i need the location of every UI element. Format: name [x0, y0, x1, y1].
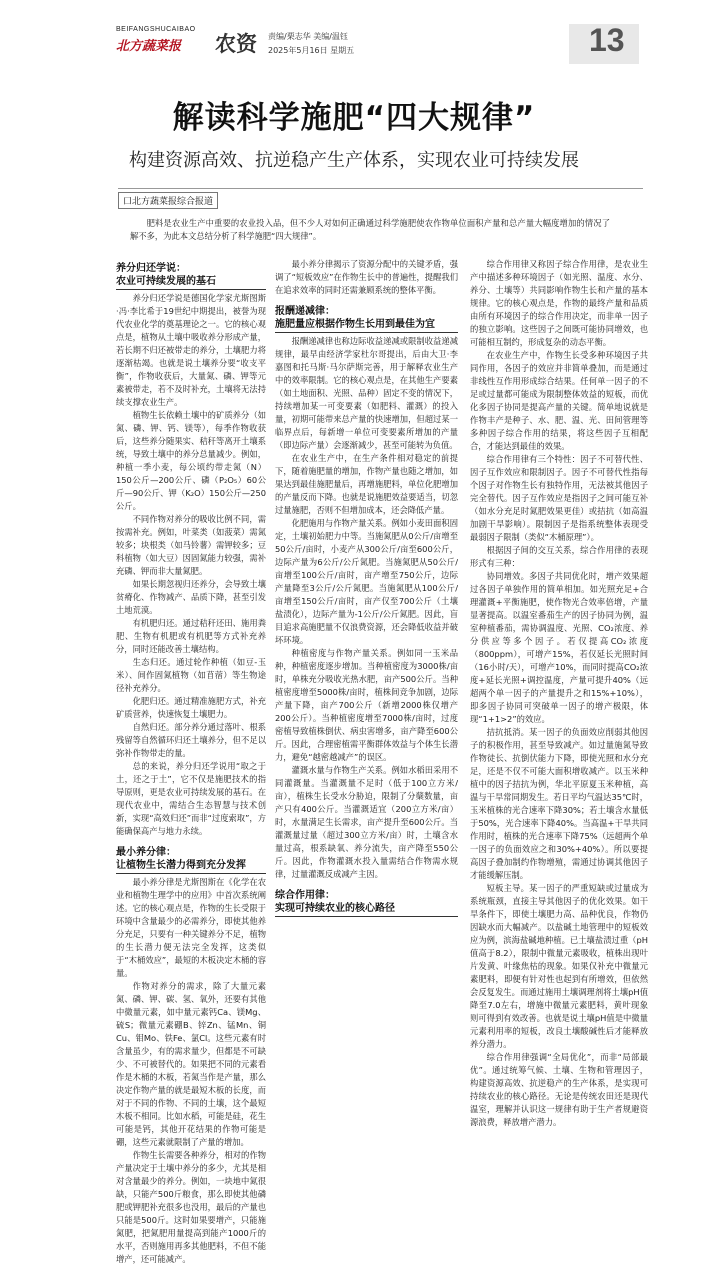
section-title-line2: 实现可持续农业的核心路径: [275, 902, 458, 917]
section-title-line1: 养分归还学说：: [116, 263, 186, 274]
column-3: [470, 258, 648, 1127]
paragraph: 不同作物对养分的吸收比例不同，需按需补充。例如，叶菜类（如菠菜）需氮较多；块根类（如马铃薯）需钾较多；豆科植物（如大豆）因固氮能力较强，需补充磷、钾而非大量氮肥。: [116, 514, 266, 576]
paragraph: 协同增效。多因子共同优化时，增产效果超过各因子单独作用的简单相加。如光照充足+合理灌溉+平衡施肥，使作物光合效率倍增，产量显著提高。以温室番茄生产的因子协同为例，温室种植番茄，需协调温度、光照、CO₂浓度、养分供应等多个因子。若仅提高CO₂浓度（800ppm），可增产15%，若仅延长光照时间（16小时/天），可增产10%，而同时提高CO₂浓度+延长光照+调控温度，产量可提升40%（远超两个单一因子的产量提升之和15%+10%），即多因子协同可突破单一因子的增产极限，体现“1+1>2”的效应。: [470, 571, 648, 724]
section-title-line1: 综合作用律：: [275, 890, 335, 901]
section-title-line2: 农业可持续发展的基石: [116, 275, 266, 290]
paragraph: 综合作用律强调“全局优化”，而非“局部最优”。通过统筹气候、土壤、生物和管理因子，构建资源高效、抗逆稳产的生产体系，是实现可持续农业的核心路径。无论是传统农田还是现代温室，理解并认识这一规律有助于生产者规避资源浪费，释放增产潜力。: [470, 1052, 648, 1127]
column-2: [275, 258, 458, 1058]
section-title-line2: 施肥量应根据作物生长用到最佳为宜: [275, 318, 458, 333]
paragraph: 短板主导。某一因子的严重短缺或过量成为系统瓶颈，直接主导其他因子的优化效果。如干旱条件下，即使土壤肥力高、品种优良，作物仍因缺水而大幅减产。以盐碱土地管理中的短板效应为例，滨海盐碱地种植。已土壤盐渍过重（pH值高于8.2），限制中微量元素吸收，植株出现叶片发黄、叶缘焦枯的现象。如果仅补充中微量元素肥料，即便有针对性也起到有所增效，但依然会反复发生。而通过施用土壤调理剂将土壤pH值降至7.0左右，增施中微量元素肥料，黄叶现象则可得到有效改善。也就是说土壤pH值是中微量元素利用率的短板，改良土壤酸碱性后才能释放养分潜力。: [470, 883, 648, 1049]
paragraph: 在农业生产中，在生产条件相对稳定的前提下，随着施肥量的增加，作物产量也随之增加，如果达到最佳施肥量后，再增施肥料，单位化肥增加的产量反而下降。也就是说施肥效益要适当，切忽过量施肥，否则不但增加成本，还会降低产量。: [275, 453, 458, 515]
paragraph: 植物生长依赖土壤中的矿质养分（如氮、磷、钾、钙、镁等），每季作物收获后，这些养分随果实、秸秆等离开土壤系统，导致土壤中的养分总量减少。例如，种植一季小麦，每公顷约带走氮（N）150公斤—200公斤、磷（P₂O₅）60公斤—90公斤、钾（K₂O）150公斤—250公斤。: [116, 410, 266, 511]
paragraph: 根据因子间的交互关系，综合作用律的表现形式有三种：: [470, 545, 648, 568]
section-title: [275, 305, 458, 333]
paragraph: 化肥归还。通过精准施肥方式，补充矿质营养，快速恢复土壤肥力。: [116, 696, 266, 719]
paragraph: 综合作用律有三个特性：因子不可替代性、因子互作效应和限制因子。因子不可替代性指每个因子对作物生长有独特作用，无法被其他因子完全替代。因子互作效应是指因子之间可能互补（如水分充足时氮肥效果更佳）或拮抗（如高温加剧干旱影响）。限制因子是指系统整体表现受最弱因子限制（类似“木桶原理”）。: [470, 454, 648, 542]
paragraph: 生态归还。通过轮作种植（如豆-玉米）、间作固氮植物（如苜蓿）等生物途径补充养分。: [116, 657, 266, 693]
paragraph: 报酬递减律也称边际收益递减或限制收益递减规律，最早由经济学家杜尔哥提出，后由大卫·李嘉图和托马斯·马尔萨斯完善，用于解释农业生产中的效率限制。它的核心观点是，在其他生产要素（如土地面积、光照、品种）固定不变的情况下，持续增加某一可变要素（如肥料、灌溉）的投入量，初期可能带来总产量的快速增加，但超过某一临界点后，每新增一单位可变要素所增加的产量（即边际产量）会逐渐减少，甚至可能转为负值。: [275, 336, 458, 450]
section-title-line1: 最小养分律：: [116, 847, 176, 858]
article-headline: 解读科学施肥“四大规律”: [172, 100, 536, 136]
paragraph: 作物对养分的需求，除了大量元素氮、磷、钾、碳、氢、氧外，还要有其他中微量元素，如中量元素钙Ca、镁Mg、硫S；微量元素硼B、锌Zn、锰Mn、铜Cu、钼Mo、铁Fe、氯Cl。这些元素有时含量虽少，有的需求量少，但都是不可缺少、不可被替代的。如果把不同的元素看作是木桶的木板，若氮当作是产量，那么决定作物产量的就是最短木板的长度，而对于不同的作物、不同的土壤，这个最短木板不相同。比如水稻，可能是硅，花生可能是钙，其他开花结果的作物可能是硼，这些元素就限制了产量的增加。: [116, 981, 266, 1147]
paragraph: 在农业生产中，作物生长受多种环境因子共同作用，各因子的效应并非简单叠加，而是通过非线性互作用形成综合结果。任何单一因子的不足或过量都可能成为限制整体效益的短板，而优化多因子协同是提高产量的关键。简单地说就是作物丰产是种子、水、肥、温、光、田间管理等多种因子综合作用的结果，将这些因子互相配合，才能达到最佳的效果。: [470, 350, 648, 451]
paragraph: 总的来说，养分归还学说用“取之于土，还之于土”，它不仅是施肥技术的指导原则，更是农业可持续发展的基石。在现代农业中，需结合生态智慧与技术创新，实现“高效归还”而非“过度索取”，方能确保高产与地力永续。: [116, 761, 266, 836]
section-title: [116, 262, 266, 290]
section-title-line1: 报酬递减律：: [275, 306, 335, 317]
editors-credit: 责编/栗志华 美编/温钰: [268, 32, 348, 41]
newspaper-logo: 北方蔬菜报: [116, 39, 182, 54]
paragraph: 灌溉水量与作物生产关系。例如水稻田采用不同灌溉量。当灌溉量不足时（低于100立方米/亩），植株生长受水分胁迫，限制了分蘖数量，亩产只有400公斤。当灌溉适宜（200立方米/亩）时，水量满足生长需求，亩产提升至600公斤。当灌溉量过量（超过300立方米/亩）时，土壤含水量过高，根系缺氧、养分流失，亩产降至550公斤。因此，作物灌溉水投入量需结合作物需水规律，过量灌溉反成减产主因。: [275, 765, 458, 879]
paragraph: 作物生长需要各种养分，相对的作物产量决定于土壤中养分的多少，尤其是相对含量最少的养分。例如，一块地中氮很缺，只能产500斤粮食，那么即使其他磷肥或钾肥补充很多也没用，最后的产量也只能是500斤。这时如果要增产，只能施氮肥，把氮肥用量提高到能产1000斤的水平，否则施用再多其他肥料，不但不能增产，还可能减产。: [116, 1150, 266, 1264]
article-subhead: 构建资源高效、抗逆稳产生产体系，实现农业可持续发展: [129, 150, 579, 171]
paragraph: 化肥施用与作物产量关系。例如小麦田面积固定，土壤初始肥力中等。当施氮肥从0公斤/亩增至50公斤/亩时，小麦产从300公斤/亩至600公斤，边际产量为6公斤/公斤氮肥。当施氮肥从50公斤/亩增至100公斤/亩时，亩产增至750公斤，边际产量降至3公斤/公斤氮肥。当施氮肥从100公斤/亩增至150公斤/亩时，亩产仅至700公斤（土壤盐渍化），边际产量为-1公斤/公斤氮肥。因此，盲目追求高施肥量不仅浪费资源，还会降低收益并破坏环境。: [275, 518, 458, 645]
paragraph: 种植密度与作物产量关系。例如同一玉米品种，种植密度逐步增加。当种植密度为3000株/亩时，单株充分吸收光热水肥，亩产500公斤。当种植密度增至5000株/亩时，植株间竞争加剧，边际产量下降，亩产700公斤（新增2000株仅增产200公斤）。当种植密度增至7000株/亩时，过度密植导致植株倒伏、病虫害增多，亩产降至600公斤。因此，合理密植需平衡群体效益与个体生长潜力，避免“越密越减产”的误区。: [275, 648, 458, 762]
newspaper-pinyin: BEIFANGSHUCAIBAO: [116, 26, 196, 33]
section-name: 农资: [215, 32, 257, 56]
byline: 口北方蔬菜报综合报道: [118, 192, 218, 209]
paragraph: 最小养分律揭示了资源分配中的关键矛盾，强调了“短板效应”在作物生长中的普遍性，提醒我们在追求效率的同时还需兼顾系统的整体平衡。: [275, 259, 458, 295]
paragraph: 最小养分律是尤斯图斯在《化学在农业和植物生理学中的应用》中首次系统阐述。它的核心观点是，作物的生长受限于环境中含量最少的必需养分，即使其他养分充足，只要有一种关键养分不足，植物的生长潜力便无法完全发挥，这类似于“木桶效应”，最短的木板决定木桶的容量。: [116, 877, 266, 978]
masthead: [0, 0, 708, 62]
lead-paragraph: 肥料是农业生产中重要的农业投入品，但不少人对如何正确通过科学施肥使农作物单位面积产量和总产量大幅度增加的情况了解不多，为此本文总结分析了科学施肥“四大规律”。: [130, 218, 610, 241]
paragraph: 养分归还学说是德国化学家尤斯图斯·冯·李比希于19世纪中期提出，被誉为现代农业化学的奠基理论之一。它的核心观点是，植物从土壤中吸收养分形成产量，若长期不归还被带走的养分，土壤肥力将逐渐枯竭。也就是说土壤养分要“收支平衡”，作物收获后，大量氮、磷、钾等元素被带走，若不及时补充，土壤将无法持续支撑农业生产。: [116, 293, 266, 407]
paragraph: 有机肥归还。通过秸秆还田、施用粪肥、生物有机肥或有机肥等方式补充养分，同时还能改善土壤结构。: [116, 618, 266, 654]
divider: [118, 188, 643, 189]
section-title-line2: 让植物生长潜力得到充分发挥: [116, 859, 266, 874]
paragraph: 如果长期忽视归还养分，会导致土壤贫瘠化、作物减产、品质下降，甚至引发土地荒漠。: [116, 579, 266, 615]
section-title: [275, 889, 458, 917]
page-number: 13: [589, 22, 625, 58]
section-title: [116, 846, 266, 874]
paragraph: 拮抗抵消。某一因子的负面效应削弱其他因子的积极作用，甚至导致减产。如过量施氮导致作物徒长、抗倒伏能力下降，即使光照和水分充足，还是不仅不可能大面积增收减产。以玉米种植中的因子拮抗为例，华北平原夏玉米种植，高温与干旱常同期发生。若日平均气温达35℃时，玉米植株的光合速率下降30%；若土壤含水量低于50%，光合速率下降40%。当高温+干旱共同作用时，植株的光合速率下降75%（远超两个单一因子的负面效应之和30%+40%）。所以要提高因子叠加制约作物增殖，需通过协调其他因子才能缓解压制。: [470, 727, 648, 880]
paragraph: 自然归还。部分养分通过落叶、根系残留等自然循环归还土壤养分，但不足以弥补作物带走的量。: [116, 722, 266, 758]
paragraph: 综合作用律又称因子综合作用律，是农业生产中描述多种环境因子（如光照、温度、水分、养分、土壤等）共同影响作物生长和产量的基本规律。它的核心观点是，作物的最终产量和品质由所有环境因子的综合作用决定，而非单一因子的独立影响。这些因子之间既可能协同增效，也可能相互制约，形成复杂的动态平衡。: [470, 259, 648, 347]
publication-date: 2025年5月16日 星期五: [268, 46, 355, 55]
column-1: [116, 262, 266, 1264]
